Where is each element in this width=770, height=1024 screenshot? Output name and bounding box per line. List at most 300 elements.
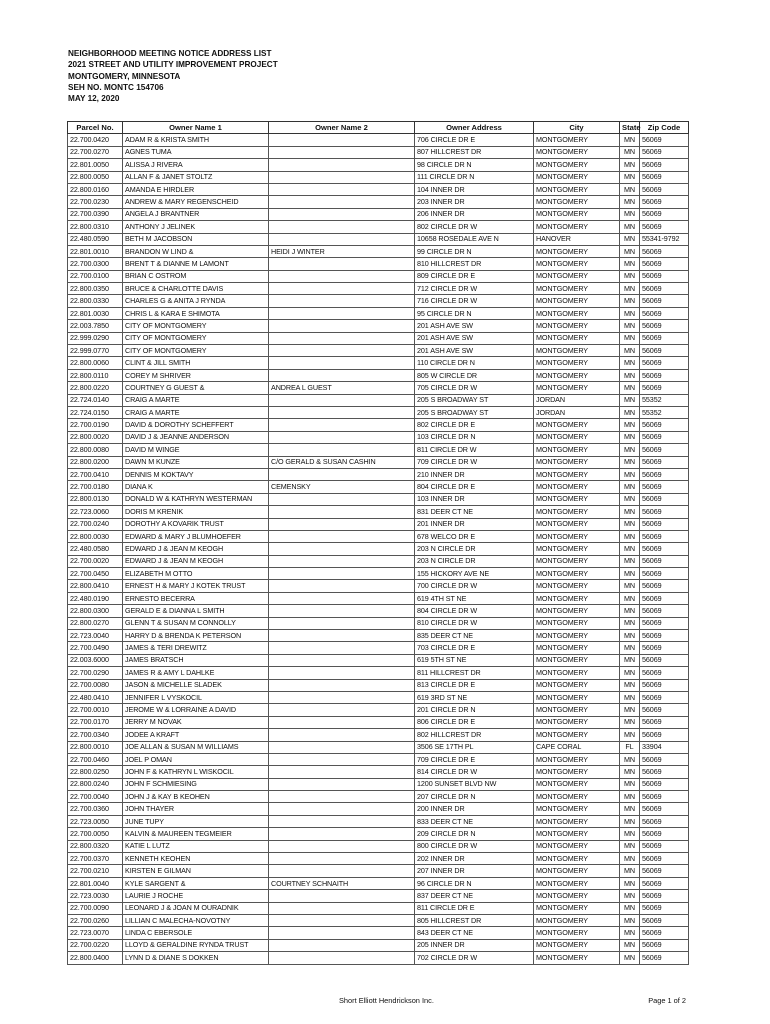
parcel-cell: 22.700.0010 xyxy=(68,704,123,716)
header-project: 2021 STREET AND UTILITY IMPROVEMENT PROJECT xyxy=(68,60,278,70)
column-header-city: City xyxy=(534,122,620,134)
table-row xyxy=(68,196,689,208)
state-cell: MN xyxy=(620,369,640,381)
city-cell: MONTGOMERY xyxy=(534,245,620,257)
owner-address-cell: 807 HILLCREST DR xyxy=(415,146,534,158)
parcel-cell: 22.800.0050 xyxy=(68,171,123,183)
zip-cell: 56069 xyxy=(640,171,689,183)
owner-name-2-cell xyxy=(269,704,415,716)
table-row xyxy=(68,766,689,778)
owner-name-1-cell: CITY OF MONTGOMERY xyxy=(123,320,269,332)
zip-cell: 56069 xyxy=(640,952,689,964)
owner-name-2-cell xyxy=(269,369,415,381)
zip-cell: 33904 xyxy=(640,741,689,753)
parcel-cell: 22.700.0170 xyxy=(68,716,123,728)
table-row xyxy=(68,580,689,592)
owner-address-cell: 706 CIRCLE DR E xyxy=(415,134,534,146)
owner-address-cell: 700 CIRCLE DR W xyxy=(415,580,534,592)
city-cell: MONTGOMERY xyxy=(534,183,620,195)
city-cell: MONTGOMERY xyxy=(534,580,620,592)
state-cell: MN xyxy=(620,815,640,827)
owner-name-2-cell xyxy=(269,654,415,666)
state-cell: MN xyxy=(620,208,640,220)
zip-cell: 56069 xyxy=(640,183,689,195)
state-cell: MN xyxy=(620,245,640,257)
city-cell: MONTGOMERY xyxy=(534,704,620,716)
parcel-cell: 22.700.0080 xyxy=(68,679,123,691)
parcel-cell: 22.724.0140 xyxy=(68,394,123,406)
state-cell: MN xyxy=(620,803,640,815)
owner-name-1-cell: CRAIG A MARTE xyxy=(123,406,269,418)
owner-name-2-cell: CEMENSKY xyxy=(269,481,415,493)
parcel-cell: 22.999.0290 xyxy=(68,332,123,344)
state-cell: MN xyxy=(620,221,640,233)
zip-cell: 56069 xyxy=(640,444,689,456)
owner-address-cell: 98 CIRCLE DR N xyxy=(415,159,534,171)
parcel-cell: 22.800.0010 xyxy=(68,741,123,753)
city-cell: MONTGOMERY xyxy=(534,902,620,914)
zip-cell: 56069 xyxy=(640,617,689,629)
state-cell: MN xyxy=(620,778,640,790)
owner-name-1-cell: BETH M JACOBSON xyxy=(123,233,269,245)
owner-name-1-cell: ADAM R & KRISTA SMITH xyxy=(123,134,269,146)
column-header-owner-name-1: Owner Name 1 xyxy=(123,122,269,134)
table-row xyxy=(68,741,689,753)
owner-name-2-cell xyxy=(269,159,415,171)
zip-cell: 56069 xyxy=(640,357,689,369)
parcel-cell: 22.700.0300 xyxy=(68,258,123,270)
owner-address-cell: 811 CIRCLE DR W xyxy=(415,444,534,456)
owner-address-cell: 805 W CIRCLE DR xyxy=(415,369,534,381)
city-cell: MONTGOMERY xyxy=(534,729,620,741)
owner-name-1-cell: JASON & MICHELLE SLADEK xyxy=(123,679,269,691)
owner-name-1-cell: CITY OF MONTGOMERY xyxy=(123,345,269,357)
parcel-cell: 22.700.0220 xyxy=(68,939,123,951)
table-row xyxy=(68,592,689,604)
zip-cell: 56069 xyxy=(640,320,689,332)
owner-name-1-cell: JOE ALLAN & SUSAN M WILLIAMS xyxy=(123,741,269,753)
parcel-cell: 22.800.0250 xyxy=(68,766,123,778)
parcel-cell: 22.800.0300 xyxy=(68,605,123,617)
state-cell: MN xyxy=(620,828,640,840)
city-cell: MONTGOMERY xyxy=(534,543,620,555)
table-row xyxy=(68,270,689,282)
owner-name-2-cell xyxy=(269,221,415,233)
owner-name-2-cell xyxy=(269,815,415,827)
owner-name-1-cell: JOHN THAYER xyxy=(123,803,269,815)
state-cell: MN xyxy=(620,630,640,642)
city-cell: MONTGOMERY xyxy=(534,828,620,840)
city-cell: JORDAN xyxy=(534,394,620,406)
parcel-cell: 22.800.0410 xyxy=(68,580,123,592)
zip-cell: 56069 xyxy=(640,580,689,592)
owner-name-2-cell xyxy=(269,555,415,567)
owner-name-2-cell xyxy=(269,568,415,580)
state-cell: MN xyxy=(620,196,640,208)
owner-address-cell: 709 CIRCLE DR E xyxy=(415,753,534,765)
zip-cell: 56069 xyxy=(640,307,689,319)
city-cell: MONTGOMERY xyxy=(534,642,620,654)
column-header-owner-name-2: Owner Name 2 xyxy=(269,122,415,134)
state-cell: MN xyxy=(620,233,640,245)
state-cell: MN xyxy=(620,183,640,195)
city-cell: MONTGOMERY xyxy=(534,592,620,604)
city-cell: HANOVER xyxy=(534,233,620,245)
owner-name-1-cell: JODEE A KRAFT xyxy=(123,729,269,741)
parcel-cell: 22.800.0320 xyxy=(68,840,123,852)
parcel-cell: 22.700.0240 xyxy=(68,518,123,530)
owner-name-1-cell: JOHN F & KATHRYN L WISKOCIL xyxy=(123,766,269,778)
owner-address-cell: 201 ASH AVE SW xyxy=(415,320,534,332)
owner-address-cell: 201 ASH AVE SW xyxy=(415,332,534,344)
owner-name-1-cell: JOHN F SCHMIESING xyxy=(123,778,269,790)
city-cell: MONTGOMERY xyxy=(534,345,620,357)
state-cell: MN xyxy=(620,555,640,567)
city-cell: MONTGOMERY xyxy=(534,915,620,927)
owner-name-2-cell xyxy=(269,915,415,927)
zip-cell: 56069 xyxy=(640,840,689,852)
owner-name-1-cell: DAVID & DOROTHY SCHEFFERT xyxy=(123,419,269,431)
zip-cell: 56069 xyxy=(640,543,689,555)
city-cell: MONTGOMERY xyxy=(534,518,620,530)
owner-address-cell: 111 CIRCLE DR N xyxy=(415,171,534,183)
owner-name-1-cell: JAMES R & AMY L DAHLKE xyxy=(123,667,269,679)
state-cell: MN xyxy=(620,642,640,654)
table-row xyxy=(68,320,689,332)
header-project-number: SEH NO. MONTC 154706 xyxy=(68,82,164,92)
owner-address-cell: 200 INNER DR xyxy=(415,803,534,815)
owner-address-cell: 811 HILLCREST DR xyxy=(415,667,534,679)
column-header-state: State xyxy=(620,122,640,134)
state-cell: MN xyxy=(620,568,640,580)
zip-cell: 56069 xyxy=(640,630,689,642)
zip-cell: 56069 xyxy=(640,853,689,865)
owner-name-2-cell xyxy=(269,357,415,369)
owner-name-1-cell: KIRSTEN E GILMAN xyxy=(123,865,269,877)
table-row xyxy=(68,803,689,815)
table-row xyxy=(68,171,689,183)
table-row xyxy=(68,617,689,629)
parcel-cell: 22.700.0180 xyxy=(68,481,123,493)
header-location: MONTGOMERY, MINNESOTA xyxy=(68,71,181,81)
city-cell: MONTGOMERY xyxy=(534,679,620,691)
city-cell: MONTGOMERY xyxy=(534,332,620,344)
owner-name-2-cell xyxy=(269,295,415,307)
state-cell: MN xyxy=(620,406,640,418)
state-cell: MN xyxy=(620,394,640,406)
owner-name-2-cell xyxy=(269,853,415,865)
footer-page-number: Page 1 of 2 xyxy=(648,996,686,1005)
owner-name-1-cell: LEONARD J & JOAN M OURADNIK xyxy=(123,902,269,914)
owner-address-cell: 806 CIRCLE DR E xyxy=(415,716,534,728)
owner-name-1-cell: LLOYD & GERALDINE RYNDA TRUST xyxy=(123,939,269,951)
owner-name-2-cell xyxy=(269,171,415,183)
table-row xyxy=(68,630,689,642)
document-header xyxy=(68,48,278,104)
zip-cell: 56069 xyxy=(640,134,689,146)
zip-cell: 56069 xyxy=(640,766,689,778)
table-row xyxy=(68,468,689,480)
owner-address-cell: 802 HILLCREST DR xyxy=(415,729,534,741)
owner-name-1-cell: ALISSA J RIVERA xyxy=(123,159,269,171)
state-cell: MN xyxy=(620,419,640,431)
column-header-zip: Zip Code xyxy=(640,122,689,134)
parcel-cell: 22.800.0350 xyxy=(68,283,123,295)
state-cell: MN xyxy=(620,518,640,530)
parcel-cell: 22.800.0330 xyxy=(68,295,123,307)
table-row xyxy=(68,902,689,914)
parcel-cell: 22.700.0050 xyxy=(68,828,123,840)
table-row xyxy=(68,828,689,840)
owner-name-2-cell xyxy=(269,506,415,518)
parcel-cell: 22.800.0220 xyxy=(68,382,123,394)
zip-cell: 56069 xyxy=(640,468,689,480)
table-row xyxy=(68,258,689,270)
state-cell: MN xyxy=(620,345,640,357)
city-cell: MONTGOMERY xyxy=(534,481,620,493)
table-row xyxy=(68,431,689,443)
zip-cell: 56069 xyxy=(640,555,689,567)
city-cell: MONTGOMERY xyxy=(534,716,620,728)
parcel-cell: 22.723.0040 xyxy=(68,630,123,642)
owner-address-cell: 809 CIRCLE DR E xyxy=(415,270,534,282)
owner-name-2-cell xyxy=(269,320,415,332)
owner-name-1-cell: KENNETH KEOHEN xyxy=(123,853,269,865)
owner-name-2-cell xyxy=(269,642,415,654)
city-cell: MONTGOMERY xyxy=(534,617,620,629)
footer-company: Short Elliott Hendrickson Inc. xyxy=(339,996,434,1005)
owner-address-cell: 814 CIRCLE DR W xyxy=(415,766,534,778)
table-row xyxy=(68,419,689,431)
owner-name-1-cell: DONALD W & KATHRYN WESTERMAN xyxy=(123,493,269,505)
owner-address-cell: 103 INNER DR xyxy=(415,493,534,505)
owner-name-2-cell xyxy=(269,444,415,456)
owner-name-2-cell xyxy=(269,766,415,778)
zip-cell: 56069 xyxy=(640,877,689,889)
owner-name-2-cell xyxy=(269,617,415,629)
owner-name-2-cell xyxy=(269,952,415,964)
state-cell: MN xyxy=(620,927,640,939)
zip-cell: 56069 xyxy=(640,456,689,468)
owner-name-2-cell xyxy=(269,146,415,158)
owner-name-1-cell: DAWN M KUNZE xyxy=(123,456,269,468)
state-cell: MN xyxy=(620,890,640,902)
owner-name-1-cell: JERRY M NOVAK xyxy=(123,716,269,728)
owner-name-1-cell: ALLAN F & JANET STOLTZ xyxy=(123,171,269,183)
state-cell: MN xyxy=(620,865,640,877)
owner-address-cell: 201 ASH AVE SW xyxy=(415,345,534,357)
owner-address-cell: 96 CIRCLE DR N xyxy=(415,877,534,889)
city-cell: MONTGOMERY xyxy=(534,753,620,765)
table-row xyxy=(68,543,689,555)
zip-cell: 56069 xyxy=(640,939,689,951)
city-cell: MONTGOMERY xyxy=(534,506,620,518)
owner-name-1-cell: JUNE TUPY xyxy=(123,815,269,827)
owner-name-2-cell xyxy=(269,778,415,790)
parcel-cell: 22.480.0590 xyxy=(68,233,123,245)
zip-cell: 56069 xyxy=(640,890,689,902)
state-cell: MN xyxy=(620,853,640,865)
state-cell: MN xyxy=(620,146,640,158)
parcel-cell: 22.801.0040 xyxy=(68,877,123,889)
table-row xyxy=(68,840,689,852)
state-cell: MN xyxy=(620,283,640,295)
zip-cell: 56069 xyxy=(640,642,689,654)
owner-address-cell: 619 5TH ST NE xyxy=(415,654,534,666)
table-row xyxy=(68,568,689,580)
owner-address-cell: 207 CIRCLE DR N xyxy=(415,791,534,803)
table-row xyxy=(68,605,689,617)
state-cell: MN xyxy=(620,307,640,319)
city-cell: MONTGOMERY xyxy=(534,196,620,208)
state-cell: MN xyxy=(620,617,640,629)
city-cell: MONTGOMERY xyxy=(534,468,620,480)
table-row xyxy=(68,642,689,654)
owner-address-cell: 95 CIRCLE DR N xyxy=(415,307,534,319)
zip-cell: 56069 xyxy=(640,915,689,927)
owner-name-1-cell: EDWARD J & JEAN M KEOGH xyxy=(123,543,269,555)
state-cell: MN xyxy=(620,468,640,480)
city-cell: MONTGOMERY xyxy=(534,258,620,270)
owner-address-cell: 203 N CIRCLE DR xyxy=(415,555,534,567)
parcel-cell: 22.800.0400 xyxy=(68,952,123,964)
parcel-cell: 22.800.0030 xyxy=(68,530,123,542)
zip-cell: 56069 xyxy=(640,506,689,518)
owner-name-1-cell: GLENN T & SUSAN M CONNOLLY xyxy=(123,617,269,629)
table-row xyxy=(68,444,689,456)
city-cell: MONTGOMERY xyxy=(534,530,620,542)
state-cell: MN xyxy=(620,506,640,518)
parcel-cell: 22.003.7850 xyxy=(68,320,123,332)
owner-name-2-cell xyxy=(269,580,415,592)
owner-name-1-cell: ANGELA J BRANTNER xyxy=(123,208,269,220)
owner-address-cell: 843 DEER CT NE xyxy=(415,927,534,939)
parcel-cell: 22.700.0260 xyxy=(68,915,123,927)
city-cell: MONTGOMERY xyxy=(534,320,620,332)
table-header-row xyxy=(68,122,689,134)
state-cell: MN xyxy=(620,134,640,146)
owner-address-cell: 207 INNER DR xyxy=(415,865,534,877)
owner-name-1-cell: ELIZABETH M OTTO xyxy=(123,568,269,580)
owner-name-2-cell xyxy=(269,828,415,840)
table-row xyxy=(68,283,689,295)
table-row xyxy=(68,815,689,827)
zip-cell: 56069 xyxy=(640,865,689,877)
table-row xyxy=(68,716,689,728)
state-cell: MN xyxy=(620,667,640,679)
owner-address-cell: 835 DEER CT NE xyxy=(415,630,534,642)
table-row xyxy=(68,307,689,319)
state-cell: MN xyxy=(620,431,640,443)
owner-address-cell: 702 CIRCLE DR W xyxy=(415,952,534,964)
owner-address-cell: 155 HICKORY AVE NE xyxy=(415,568,534,580)
owner-address-cell: 201 CIRCLE DR N xyxy=(415,704,534,716)
parcel-cell: 22.700.0390 xyxy=(68,208,123,220)
zip-cell: 56069 xyxy=(640,592,689,604)
owner-name-1-cell: LINDA C EBERSOLE xyxy=(123,927,269,939)
zip-cell: 56069 xyxy=(640,493,689,505)
owner-address-cell: 804 CIRCLE DR W xyxy=(415,605,534,617)
city-cell: MONTGOMERY xyxy=(534,295,620,307)
owner-name-2-cell xyxy=(269,791,415,803)
owner-name-1-cell: JAMES & TERI DREWITZ xyxy=(123,642,269,654)
city-cell: MONTGOMERY xyxy=(534,307,620,319)
owner-address-cell: 206 INNER DR xyxy=(415,208,534,220)
state-cell: MN xyxy=(620,493,640,505)
owner-name-1-cell: LYNN D & DIANE S DOKKEN xyxy=(123,952,269,964)
zip-cell: 56069 xyxy=(640,431,689,443)
owner-name-1-cell: BRUCE & CHARLOTTE DAVIS xyxy=(123,283,269,295)
city-cell: MONTGOMERY xyxy=(534,419,620,431)
owner-name-1-cell: JENNIFER L VYSKOCIL xyxy=(123,691,269,703)
owner-name-2-cell xyxy=(269,406,415,418)
owner-name-1-cell: KYLE SARGENT & xyxy=(123,877,269,889)
state-cell: MN xyxy=(620,915,640,927)
city-cell: MONTGOMERY xyxy=(534,568,620,580)
city-cell: MONTGOMERY xyxy=(534,865,620,877)
owner-name-2-cell: COURTNEY SCHNAITH xyxy=(269,877,415,889)
city-cell: MONTGOMERY xyxy=(534,283,620,295)
owner-name-2-cell: ANDREA L GUEST xyxy=(269,382,415,394)
zip-cell: 56069 xyxy=(640,196,689,208)
table-row xyxy=(68,481,689,493)
owner-name-2-cell: C/O GERALD & SUSAN CASHIN xyxy=(269,456,415,468)
city-cell: MONTGOMERY xyxy=(534,803,620,815)
owner-name-2-cell: HEIDI J WINTER xyxy=(269,245,415,257)
city-cell: MONTGOMERY xyxy=(534,766,620,778)
owner-name-2-cell xyxy=(269,233,415,245)
zip-cell: 56069 xyxy=(640,828,689,840)
owner-name-2-cell xyxy=(269,691,415,703)
table-row xyxy=(68,208,689,220)
owner-name-2-cell xyxy=(269,741,415,753)
owner-name-2-cell xyxy=(269,679,415,691)
owner-name-1-cell: KALVIN & MAUREEN TEGMEIER xyxy=(123,828,269,840)
owner-name-1-cell: EDWARD & MARY J BLUMHOEFER xyxy=(123,530,269,542)
owner-address-cell: 619 3RD ST NE xyxy=(415,691,534,703)
city-cell: MONTGOMERY xyxy=(534,270,620,282)
zip-cell: 56069 xyxy=(640,369,689,381)
zip-cell: 56069 xyxy=(640,791,689,803)
owner-name-2-cell xyxy=(269,890,415,902)
owner-name-1-cell: CHARLES G & ANITA J RYNDA xyxy=(123,295,269,307)
parcel-cell: 22.800.0060 xyxy=(68,357,123,369)
city-cell: MONTGOMERY xyxy=(534,778,620,790)
table-row xyxy=(68,753,689,765)
parcel-cell: 22.800.0310 xyxy=(68,221,123,233)
table-body xyxy=(68,134,689,964)
owner-name-1-cell: GERALD E & DIANNA L SMITH xyxy=(123,605,269,617)
table-row xyxy=(68,159,689,171)
parcel-cell: 22.801.0030 xyxy=(68,307,123,319)
state-cell: MN xyxy=(620,456,640,468)
state-cell: MN xyxy=(620,766,640,778)
owner-address-cell: 813 CIRCLE DR E xyxy=(415,679,534,691)
table-row xyxy=(68,369,689,381)
parcel-cell: 22.800.0130 xyxy=(68,493,123,505)
city-cell: MONTGOMERY xyxy=(534,667,620,679)
state-cell: MN xyxy=(620,902,640,914)
parcel-cell: 22.700.0490 xyxy=(68,642,123,654)
owner-name-2-cell xyxy=(269,419,415,431)
state-cell: MN xyxy=(620,753,640,765)
owner-address-cell: 810 HILLCREST DR xyxy=(415,258,534,270)
state-cell: MN xyxy=(620,382,640,394)
owner-address-cell: 709 CIRCLE DR W xyxy=(415,456,534,468)
owner-name-1-cell: AGNES TUMA xyxy=(123,146,269,158)
table-row xyxy=(68,939,689,951)
owner-address-cell: 833 DEER CT NE xyxy=(415,815,534,827)
